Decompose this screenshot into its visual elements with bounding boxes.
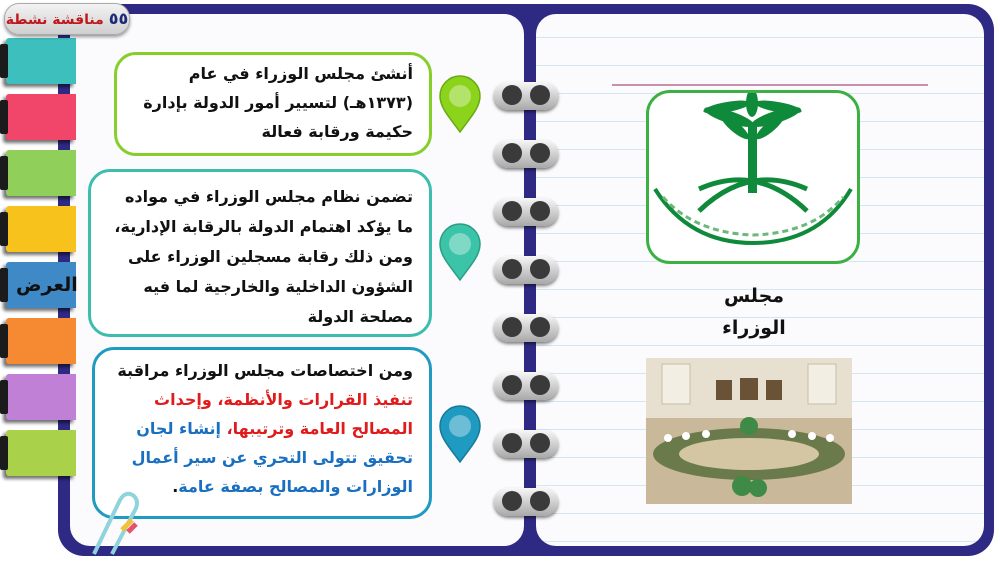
info-box-established xyxy=(114,52,432,156)
side-tab-5[interactable] xyxy=(6,262,76,308)
side-tab-4[interactable] xyxy=(6,206,76,252)
council-title: مجلس الوزراء xyxy=(722,285,786,339)
paperclip-icon xyxy=(80,490,140,560)
pin-blue-icon xyxy=(438,404,482,464)
activity-badge xyxy=(4,3,130,35)
side-tab-label: العرض xyxy=(16,274,78,296)
box3-blue-text: إنشاء لجان تحقيق تتولى التحري عن سير أعمال الوزارات والمصالح بصفة عامة xyxy=(131,419,413,496)
saudi-emblem-frame xyxy=(646,90,860,264)
binder-ring xyxy=(494,82,558,110)
info-box-duties xyxy=(92,347,432,519)
side-tab-7[interactable] xyxy=(6,374,76,420)
box2-text: تضمن نظام مجلس الوزراء في مواده ما يؤكد اهتمام الدولة بالرقابة الإدارية، ومن ذلك رقابة مسجلين الوزراء على الشؤون الداخلية والخارجية لما فيه مصلحة الدولة xyxy=(114,187,413,326)
side-tab-8[interactable] xyxy=(6,430,76,476)
saudi-emblem-icon xyxy=(649,93,857,261)
binder-ring xyxy=(494,430,558,458)
badge-label: مناقشة نشطة xyxy=(5,12,104,28)
badge-number: ٥٥ xyxy=(108,9,129,28)
info-box-system xyxy=(88,169,432,337)
binder-ring xyxy=(494,140,558,168)
council-meeting-photo xyxy=(646,358,852,504)
side-tab-1[interactable] xyxy=(6,38,76,84)
box1-text: أنشئ مجلس الوزراء في عام (١٣٧٣هـ) لتسيير أمور الدولة بإدارة حكيمة ورقابة فعالة xyxy=(143,64,413,141)
side-tab-3[interactable] xyxy=(6,150,76,196)
box3-intro: ومن اختصاصات مجلس الوزراء مراقبة xyxy=(117,361,413,380)
box3-red-text: تنفيذ القرارات والأنظمة، وإحداث المصالح العامة وترتيبها، xyxy=(154,390,413,438)
pin-teal-icon xyxy=(438,222,482,282)
binder-ring xyxy=(494,372,558,400)
pin-green-icon xyxy=(438,74,482,134)
box3-end: . xyxy=(172,477,179,496)
binder-ring xyxy=(494,256,558,284)
binder-ring xyxy=(494,198,558,226)
side-tab-6[interactable] xyxy=(6,318,76,364)
binder-ring xyxy=(494,314,558,342)
binder-ring xyxy=(494,488,558,516)
side-tab-2[interactable] xyxy=(6,94,76,140)
